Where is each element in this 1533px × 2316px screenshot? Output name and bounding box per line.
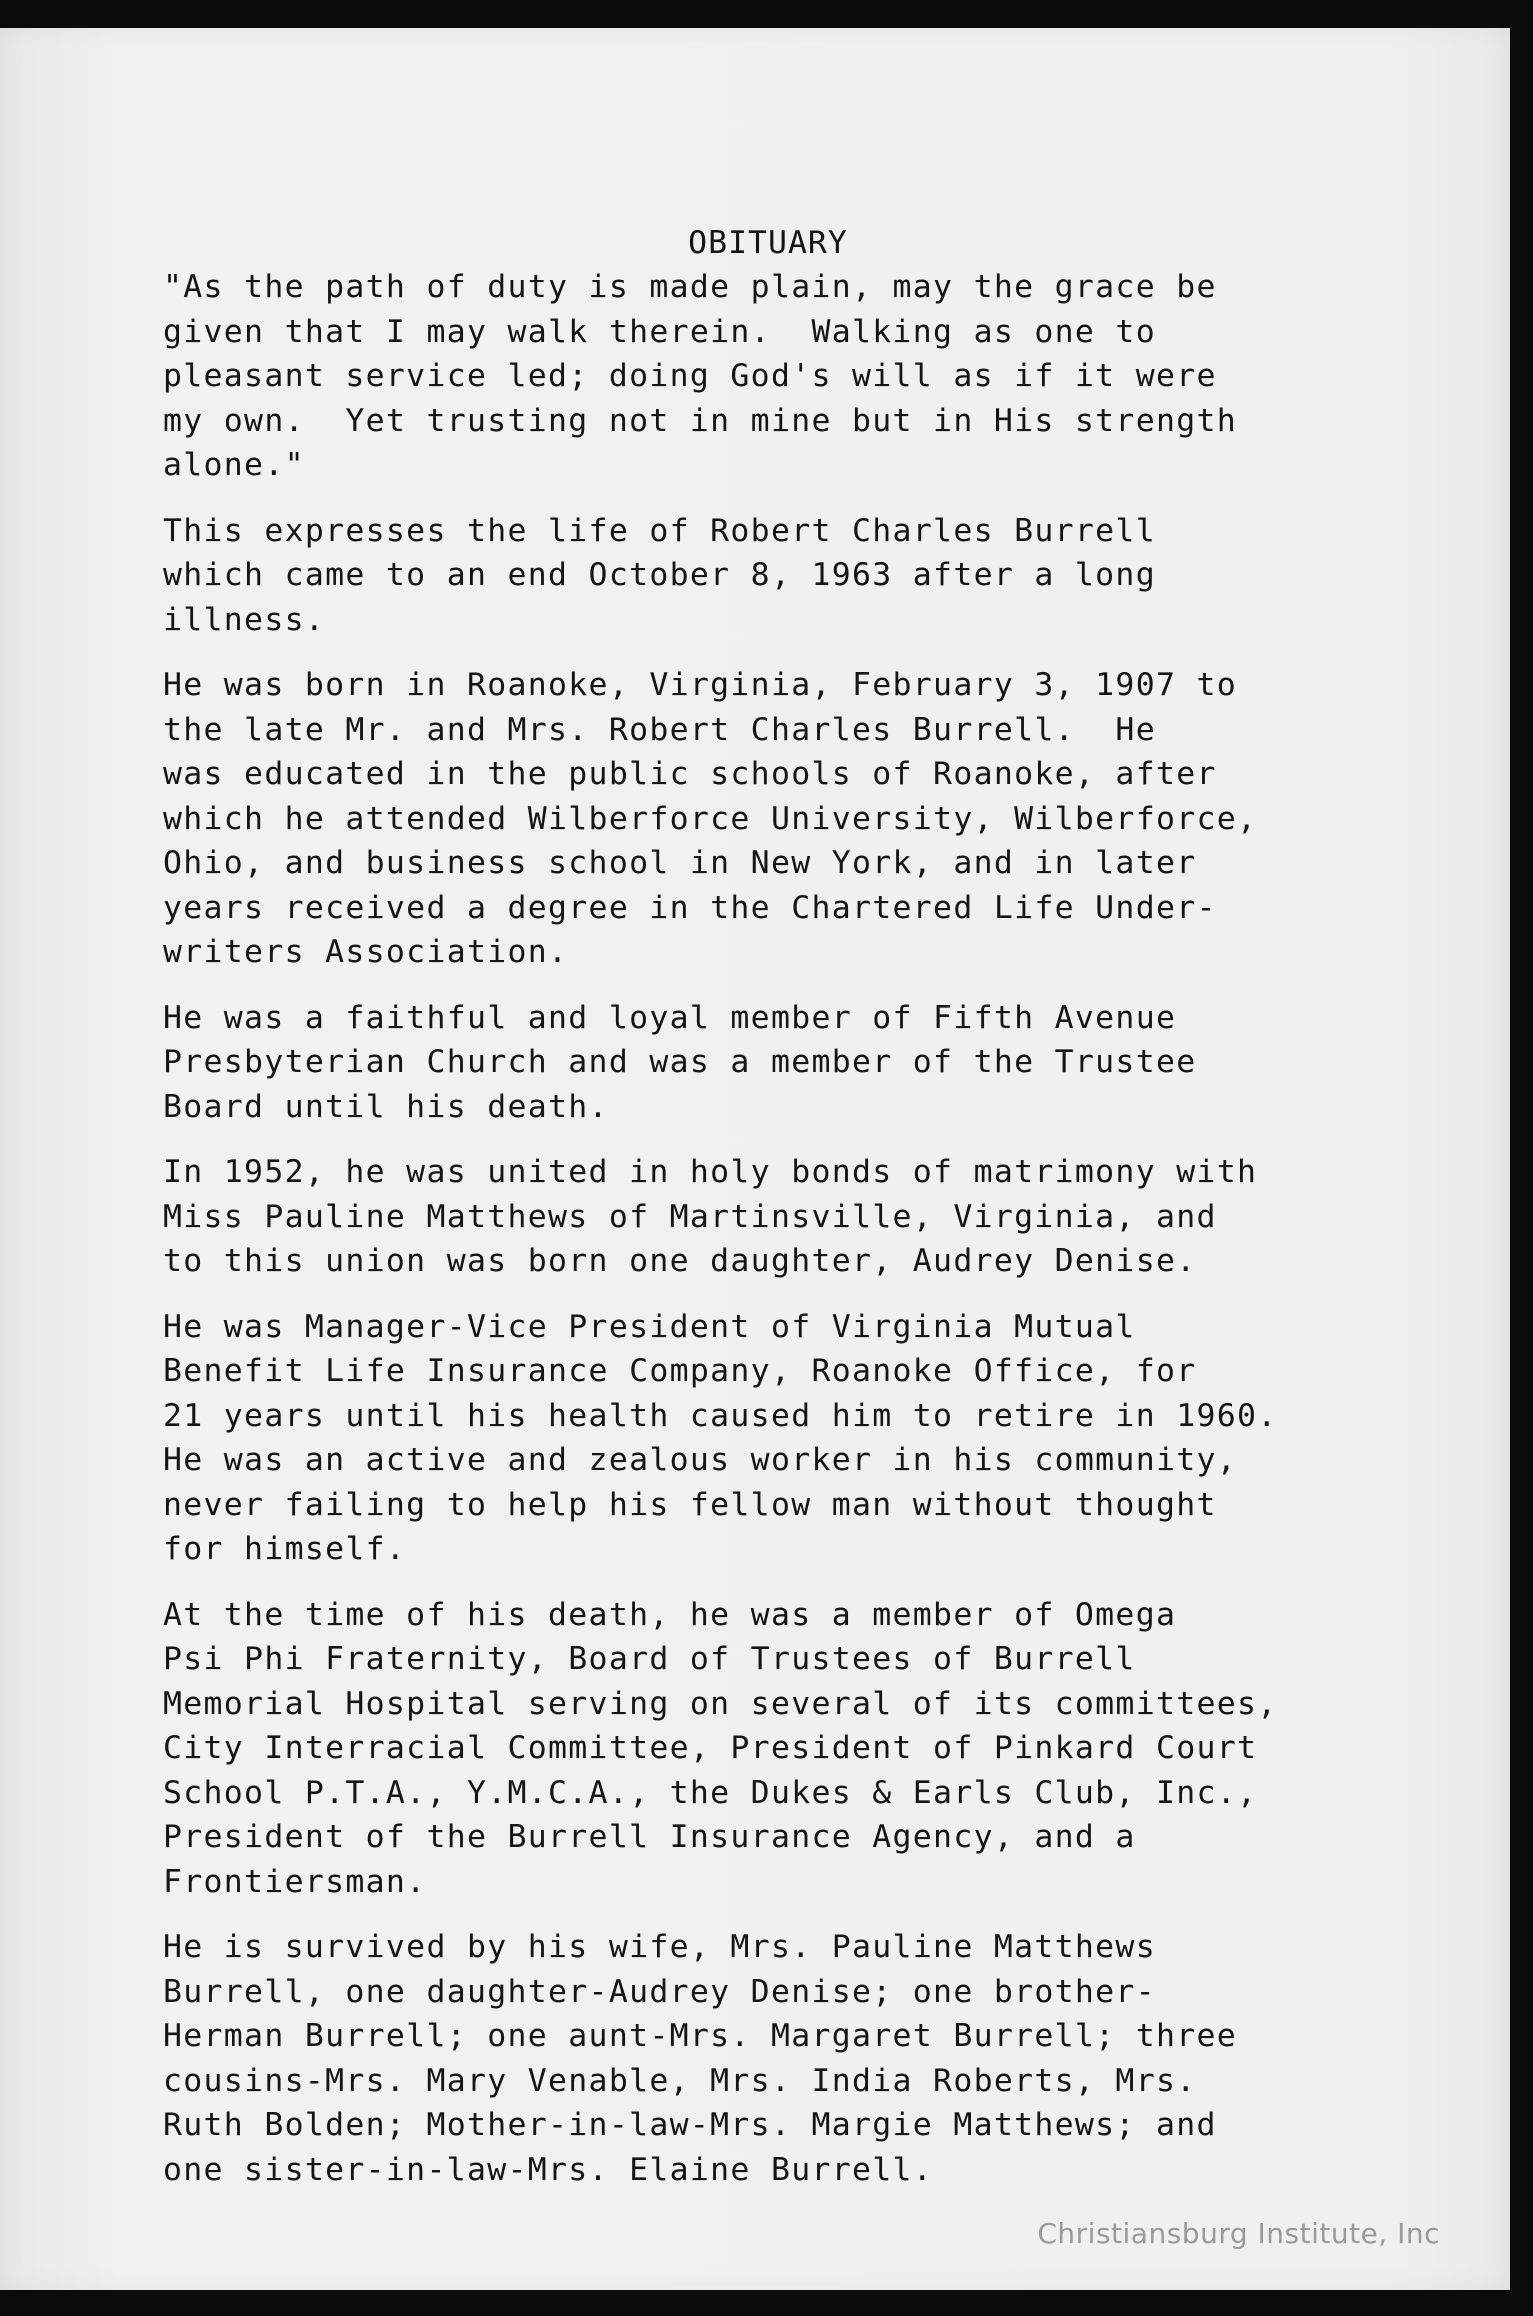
- paragraph-marriage: In 1952, he was united in holy bonds of matrimony with Miss Pauline Matthews of Martinsville, Virginia, and to this union was born one daughter, Audrey Denise.: [163, 1154, 1258, 1279]
- paragraph-survivors: He is survived by his wife, Mrs. Pauline Matthews Burrell, one daughter-Audrey Denise; one brother- Herman Burrell; one aunt-Mrs. Margaret Burrell; three cousins-Mrs. Mary Venable, Mrs. India Roberts, Mrs. Ruth Bolden; Mother-in-law-Mrs. Margie Matthews; and one sister-in-law-Mrs. Elaine Burrell.: [163, 1929, 1238, 2188]
- obituary-text-block: [163, 195, 1463, 2213]
- page-title: OBITUARY: [688, 225, 848, 261]
- paragraph-career: He was Manager-Vice President of Virginia Mutual Benefit Life Insurance Company, Roanoke Office, for 21 years until his health caused him to retire in 1960. He was an active and zealous worker in his community, never failing to help his fellow man without thought for himself.: [163, 1308, 1278, 1567]
- paragraph-life-summary: This expresses the life of Robert Charles Burrell which came to an end October 8, 1963 after a long illness.: [163, 512, 1156, 638]
- document-page: [0, 28, 1510, 2290]
- paragraph-birth-education: He was born in Roanoke, Virginia, February 3, 1907 to the late Mr. and Mrs. Robert Charles Burrell. He was educated in the public schools of Roanoke, after which he attended Wilberforce University, Wilberforce, Ohio, and business school in New York, and in later years received a degree in the Chartered Life Under- writers Association.: [163, 667, 1258, 970]
- paragraph-church: He was a faithful and loyal member of Fifth Avenue Presbyterian Church and was a member of the Trustee Board until his death.: [163, 999, 1197, 1125]
- paragraph-memberships: At the time of his death, he was a member of Omega Psi Phi Fraternity, Board of Trustees of Burrell Memorial Hospital serving on several of its committees, City Interracial Committee, President of Pinkard Court School P.T.A., Y.M.C.A., the Dukes & Earls Club, Inc., President of the Burrell Insurance Agency, and a Frontiersman.: [163, 1596, 1278, 1900]
- watermark-text: Christiansburg Institute, Inc: [1037, 2217, 1440, 2250]
- paragraph-quote: "As the path of duty is made plain, may the grace be given that I may walk therein. Walking as one to pleasant service led; doing God's will as if it were my own. Yet trusting not in mine but in His strength alone.": [163, 269, 1238, 483]
